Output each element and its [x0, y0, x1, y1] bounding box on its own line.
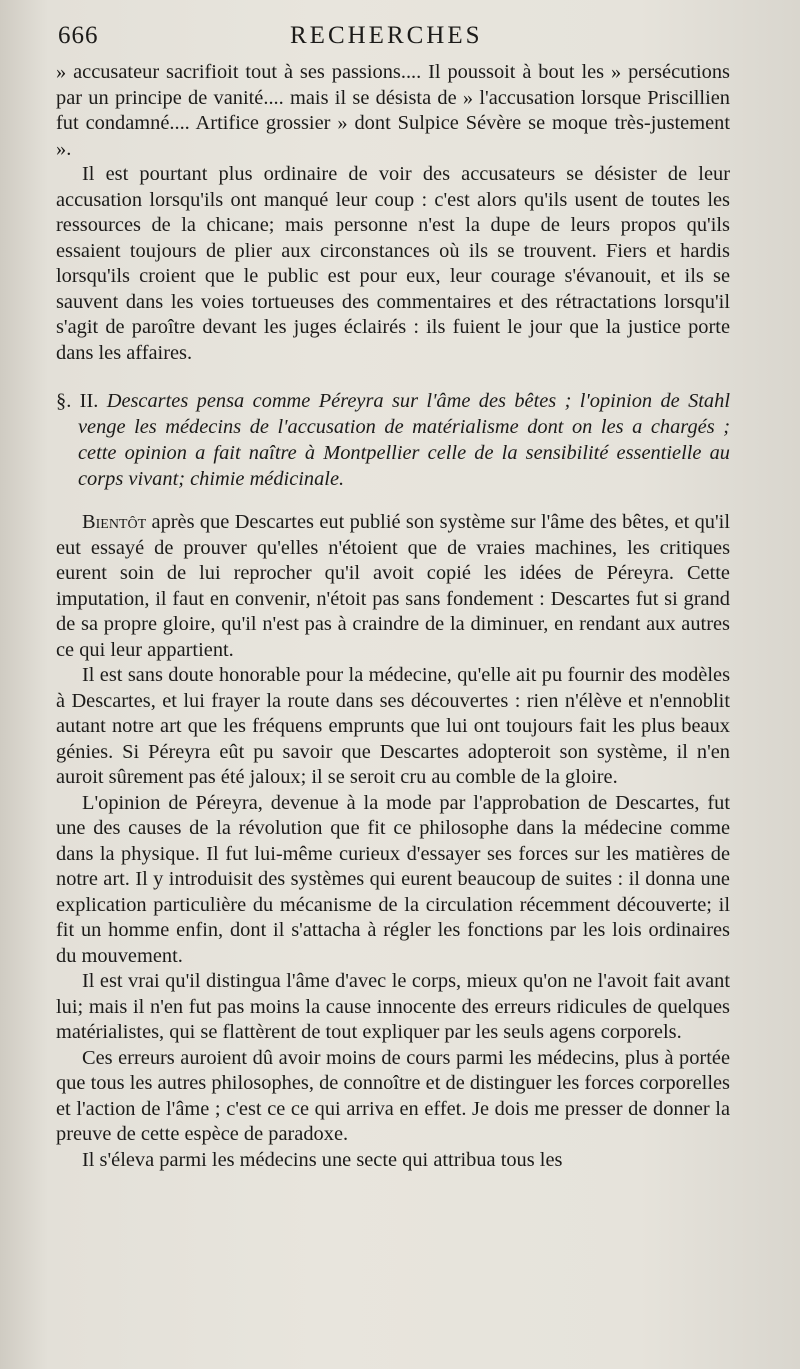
paragraph-quote-continuation: » accusateur sacrifioit tout à ses passions.... Il poussoit à bout les » persécutions par un principe de vanité.... mais il se désista de » l'accusation lorsque Priscillien fut condamné.... Artifice grossier » dont Sulpice Sévère se moque très-justement ».	[56, 61, 730, 160]
page-body	[56, 60, 730, 1173]
paragraph: Il est vrai qu'il distingua l'âme d'avec le corps, mieux qu'on ne l'avoit fait avant lui; mais il n'en fut pas moins la cause innocente des erreurs ridicules de quelques matérialistes, qui se flattèrent de tout expliquer par les seuls agens corporels.	[56, 970, 730, 1043]
running-head: RECHERCHES	[290, 22, 483, 49]
paragraph: Ces erreurs auroient dû avoir moins de cours parmi les médecins, plus à portée que tous les autres philosophes, de connoître et de distinguer les forces corporelles et l'action de l'âme ; c'est ce ce qui arriva en effet. Je dois me presser de donner la preuve de cette espèce de paradoxe.	[56, 1046, 730, 1145]
paragraph-initial-word: Bientôt	[82, 511, 147, 533]
section-title: Descartes pensa comme Péreyra sur l'âme des bêtes ; l'opinion de Stahl venge les médecins de l'accusation de matérialisme dont on les a chargés ; cette opinion a fait naître à Montpellier celle de la sensibilité essentielle au corps vivant; chimie médicinale.	[78, 390, 730, 490]
paragraph	[56, 510, 730, 663]
paragraph-text: après que Descartes eut publié son système sur l'âme des bêtes, et qu'il eut essayé de prouver qu'elles n'étoient que de vraies machines, les critiques eurent soin de lui reprocher qu'il avoit copié les idées de Péreyra. Cette imputation, il faut en convenir, n'étoit pas sans fondement : Descartes fut si grand de sa propre gloire, qu'il n'est pas à craindre de la diminuer, en rendant aux autres ce qui leur appartient.	[56, 511, 730, 661]
page-header	[58, 22, 740, 54]
paragraph: Il est sans doute honorable pour la médecine, qu'elle ait pu fournir des modèles à Descartes, et lui frayer la route dans ses découvertes : rien n'élève et n'ennoblit autant notre art que les fréquens emprunts que lui ont toujours fait les plus beaux génies. Si Péreyra eût pu savoir que Descartes adopteroit son système, il n'en auroit sûrement pas été jaloux; il se seroit cru au comble de la gloire.	[56, 664, 730, 788]
page-number: 666	[58, 22, 99, 49]
section-heading	[56, 388, 730, 492]
paragraph: L'opinion de Péreyra, devenue à la mode par l'approbation de Descartes, fut une des causes de la révolution que fit ce philosophe dans la médecine comme dans la physique. Il fut lui-même curieux d'essayer ses forces sur les matières de notre art. Il y introduisit des systèmes qui eurent beaucoup de suites : il donna une explication particulière du mécanisme de la circulation récemment découverte; il fit un homme enfin, dont il s'attacha à régler les fonctions par les lois ordinaires du mouvement.	[56, 791, 730, 967]
paragraph: Il s'éleva parmi les médecins une secte qui attribua tous les	[82, 1148, 563, 1171]
paragraph: Il est pourtant plus ordinaire de voir des accusateurs se désister de leur accusation lorsqu'ils ont manqué leur coup : c'est alors qu'ils usent de toutes les ressources de la chicane; mais personne n'est la dupe de leurs propos qu'ils essaient toujours de plier aux circonstances où ils se trouvent. Fiers et hardis lorsqu'ils croient que le public est pour eux, leur courage s'évanouit, et ils se sauvent dans les voies tortueuses des commentaires et des rétractations lorsqu'il s'agit de paroître devant les juges éclairés : ils fuient le jour que la justice porte dans les affaires.	[56, 163, 730, 364]
section-mark: §. II.	[56, 390, 99, 412]
